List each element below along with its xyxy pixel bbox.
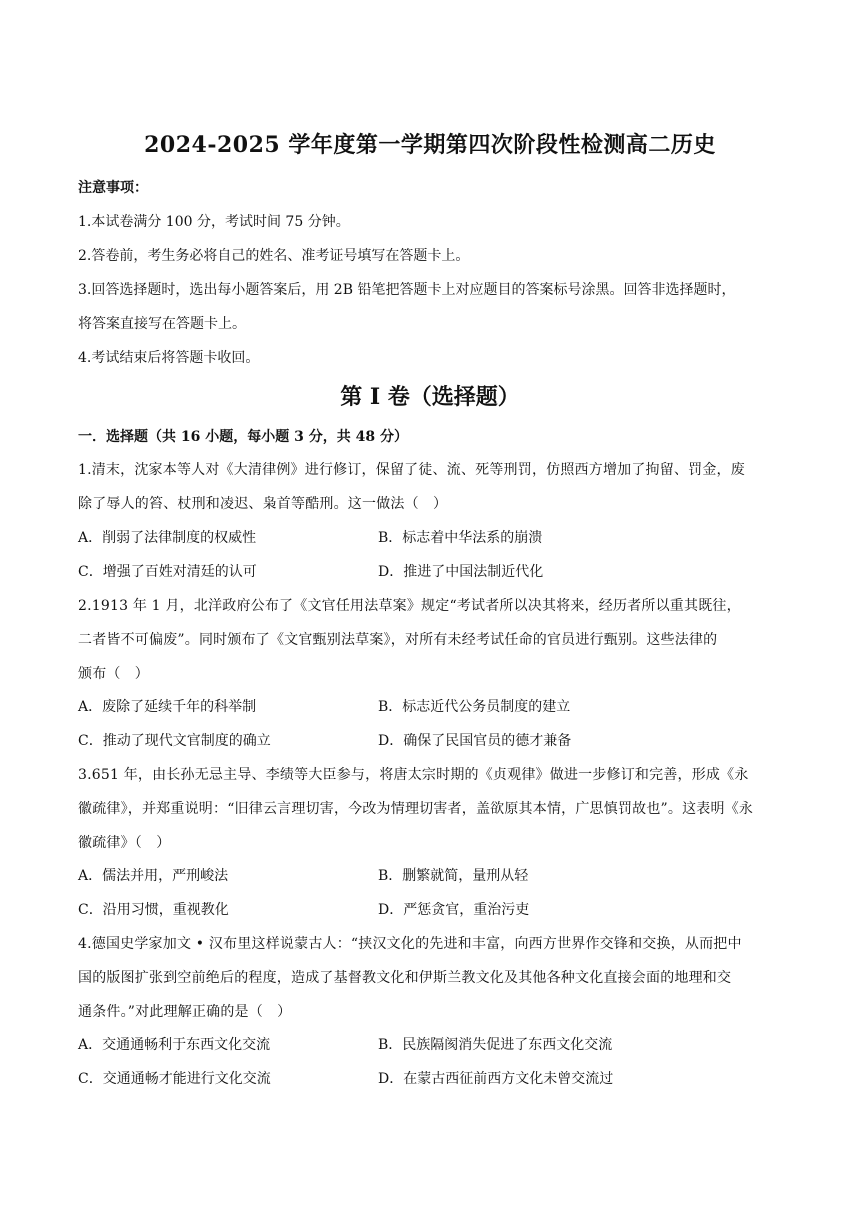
question-2-option-a: A．废除了延续千年的科举制 (78, 699, 257, 715)
question-1-option-d: D．推进了中国法制近代化 (378, 564, 544, 580)
question-4-option-a: A．交通通畅利于东西文化交流 (78, 1037, 271, 1053)
question-1-text: 除了辱人的笞、杖刑和凌迟、枭首等酷刑。这一做法（ ） (78, 496, 448, 512)
question-3-option-b: B．删繁就简，量刑从轻 (378, 868, 529, 884)
question-1-option-c: C．增强了百姓对清廷的认可 (78, 564, 257, 580)
question-2-text: 二者皆不可偏废”。同时颁布了《文官甄别法草案》，对所有未经考试任命的官员进行甄别。这些法律的 (78, 632, 718, 648)
section-heading: 一．选择题（共 16 小题，每小题 3 分，共 48 分） (78, 429, 408, 445)
question-3-option-a: A．儒法并用，严刑峻法 (78, 868, 229, 884)
question-2-option-d: D．确保了民国官员的德才兼备 (378, 733, 572, 749)
question-4-option-d: D．在蒙古西征前西方文化未曾交流过 (378, 1071, 614, 1087)
question-3-text: 徽疏律》（ ） (78, 835, 171, 851)
question-3-option-c: C．沿用习惯，重视教化 (78, 902, 229, 918)
page-title: 2024-2025 学年度第一学期第四次阶段性检测高二历史 (144, 132, 716, 158)
question-1-text: 1.清末，沈家本等人对《大清律例》进行修订，保留了徒、流、死等刑罚，仿照西方增加了拘留、罚金，废 (78, 462, 745, 478)
question-1-option-a: A．削弱了法律制度的权威性 (78, 530, 257, 546)
question-4-text: 4.德国史学家加文 • 汉布里这样说蒙古人：“挟汉文化的先进和丰富，向西方世界作交锋和交换，从而把中 (78, 936, 742, 952)
notice-item: 2.答卷前，考生务必将自己的姓名、准考证号填写在答题卡上。 (78, 248, 470, 264)
question-3-text: 3.651 年，由长孙无忌主导、李绩等大臣参与，将唐太宗时期的《贞观律》做进一步修订和完善，形成《永 (78, 767, 749, 783)
question-4-text: 国的版图扩张到空前绝后的程度，造成了基督教文化和伊斯兰教文化及其他各种文化直接会面的地理和交 (78, 970, 732, 986)
question-2-option-b: B．标志近代公务员制度的建立 (378, 699, 571, 715)
question-1-option-b: B．标志着中华法系的崩溃 (378, 530, 543, 546)
section-title: 第 I 卷（选择题） (340, 384, 520, 410)
question-2-text: 颁布（ ） (78, 666, 149, 682)
notice-item: 将答案直接写在答题卡上。 (78, 316, 246, 332)
question-4-option-b: B．民族隔阂消失促进了东西文化交流 (378, 1037, 613, 1053)
question-3-text: 徽疏律》，并郑重说明：“旧律云言理切害，今改为情理切害者，盖欲原其本情，广思慎罚故也”。这表明《永 (78, 801, 754, 817)
notice-item: 1.本试卷满分 100 分，考试时间 75 分钟。 (78, 214, 350, 230)
notice-item: 4.考试结束后将答题卡收回。 (78, 350, 260, 366)
notice-item: 3.回答选择题时，选出每小题答案后，用 2B 铅笔把答题卡上对应题目的答案标号涂黑。回答非选择题时， (78, 282, 736, 298)
notice-heading: 注意事项： (78, 180, 148, 196)
question-3-option-d: D．严惩贪官，重治污吏 (378, 902, 530, 918)
question-2-text: 2.1913 年 1 月，北洋政府公布了《文官任用法草案》规定“考试者所以决其将来，经历者所以重其既往， (78, 598, 741, 614)
question-2-option-c: C．推动了现代文官制度的确立 (78, 733, 271, 749)
question-4-option-c: C．交通通畅才能进行文化交流 (78, 1071, 271, 1087)
question-4-text: 通条件。”对此理解正确的是（ ） (78, 1004, 292, 1020)
